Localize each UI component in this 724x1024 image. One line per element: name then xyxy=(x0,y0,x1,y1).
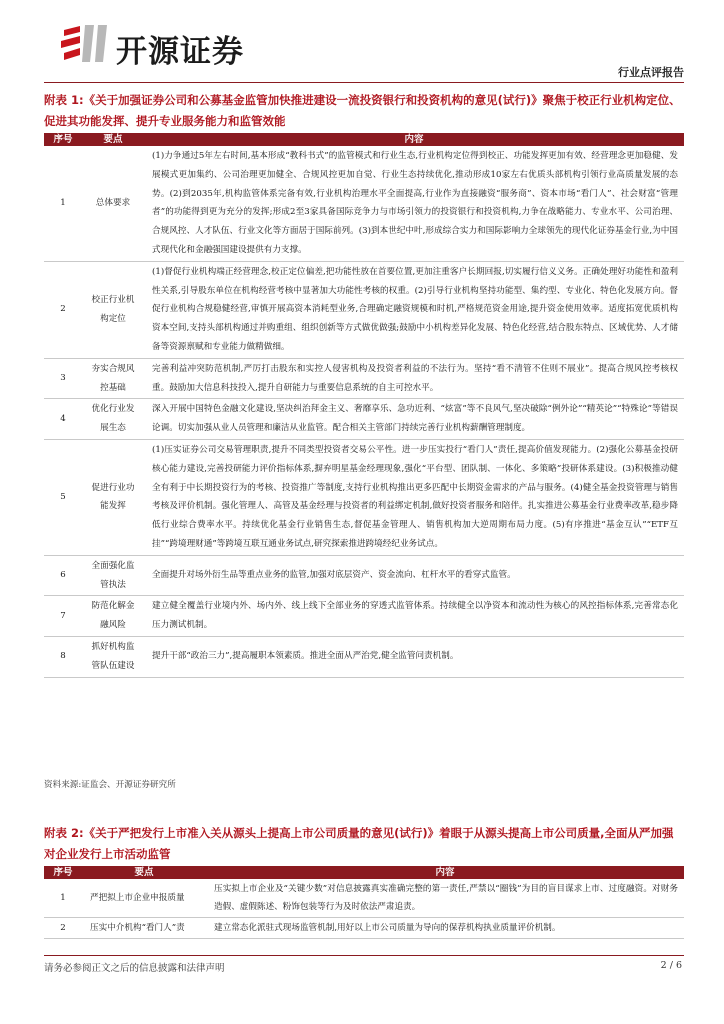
row-number: 6 xyxy=(44,555,82,596)
row-point: 优化行业发展生态 xyxy=(82,399,144,440)
row-point: 全面强化监管执法 xyxy=(82,555,144,596)
brand-name: 开源证券 xyxy=(116,34,244,70)
table-row xyxy=(44,261,684,358)
table-header-row xyxy=(44,866,684,879)
row-number: 1 xyxy=(44,146,82,261)
row-content: 深入开展中国特色金融文化建设,坚决纠治拜金主义、奢靡享乐、急功近利、“炫富”等不良风气,坚决破除“例外论”“精英论”“特殊论”等错误论调。切实加强从业人员管理和廉洁从业监管。配合相关主管部门持续完善行业机构薪酬管理制度。 xyxy=(144,399,684,440)
row-number: 1 xyxy=(44,879,82,918)
row-number: 2 xyxy=(44,261,82,358)
appendix2-caption: 附表 2:《关于严把发行上市准入关从源头上提高上市公司质量的意见(试行)》着眼于从源头提高上市公司质量,全面从严加强对企业发行上市活动监管 xyxy=(44,826,674,861)
table-row xyxy=(44,636,684,677)
table-row xyxy=(44,399,684,440)
appendix2-table xyxy=(44,866,684,939)
report-type: 行业点评报告 xyxy=(618,66,684,79)
data-source-note: 资料来源:证监会、开源证券研究所 xyxy=(44,780,176,790)
footer-divider xyxy=(44,955,684,956)
row-point: 校正行业机构定位 xyxy=(82,261,144,358)
row-point: 压实中介机构“看门人”责 xyxy=(82,918,206,939)
table-row xyxy=(44,555,684,596)
row-point: 总体要求 xyxy=(82,146,144,261)
table-row xyxy=(44,358,684,399)
table-row xyxy=(44,879,684,918)
row-content: 建立常态化派驻式现场监管机制,用好以上市公司质量为导向的保荐机构执业质量评价机制。 xyxy=(206,918,684,939)
row-number: 8 xyxy=(44,636,82,677)
table-row xyxy=(44,918,684,939)
row-content: 全面提升对场外衍生品等重点业务的监管,加强对底层资产、资金流向、杠杆水平的看穿式监管。 xyxy=(144,555,684,596)
appendix1-table xyxy=(44,133,684,678)
table-row xyxy=(44,439,684,555)
column-header-num: 序号 xyxy=(44,866,82,879)
table-row xyxy=(44,146,684,261)
column-header-content: 内容 xyxy=(206,866,684,879)
row-content: 建立健全覆盖行业境内外、场内外、线上线下全部业务的穿透式监管体系。持续健全以净资本和流动性为核心的风控指标体系,完善常态化压力测试机制。 xyxy=(144,596,684,637)
row-point: 夯实合规风控基础 xyxy=(82,358,144,399)
row-content: 完善利益冲突防范机制,严厉打击股东和实控人侵害机构及投资者利益的不法行为。坚持“看不清管不住则不展业”。提高合规风控考核权重。鼓励加大信息科技投入,提升自研能力与重要信息系统的自主可控水平。 xyxy=(144,358,684,399)
page-number: 2 / 6 xyxy=(660,960,682,971)
row-number: 4 xyxy=(44,399,82,440)
brand-logo xyxy=(58,20,278,70)
row-content: 提升干部“政治三力”,提高履职本领素质。推进全面从严治党,健全监管问责机制。 xyxy=(144,636,684,677)
row-number: 2 xyxy=(44,918,82,939)
row-content: 压实拟上市企业及“关键少数”对信息披露真实准确完整的第一责任,严禁以“圈钱”为目的盲目谋求上市、过度融资。对财务造假、虚假陈述、粉饰包装等行为及时依法严肃追责。 xyxy=(206,879,684,918)
row-content: (1)压实证券公司交易管理职责,提升不同类型投资者交易公平性。进一步压实投行“看门人”责任,提高价值发现能力。(2)强化公募基金投研核心能力建设,完善投研能力评价指标体系,摒弃明星基金经理现象,强化“平台型、团队制、一体化、多策略”投研体系建设。(3)积极推动健全有利于中长期投资行为的考核、投资推广等制度,支持行业机构推出更多匹配中长期资金需求的产品与服务。(4)健全基金投资管理与销售考核及评价机制。强化管理人、高管及基金经理与投资者的利益绑定机制,做好投资者服务和陪伴。扎实推进公募基金行业费率改革,稳步降低行业综合费率水平。持续优化基金行业销售生态,督促基金管理人、销售机构加大逆周期布局力度。(5)有序推进“基金互认”“ETF互挂”“跨境理财通”等跨境互联互通业务试点,研究探索推进跨境经纪业务试点。 xyxy=(144,439,684,555)
row-point: 防范化解金融风险 xyxy=(82,596,144,637)
kaiyuan-logo-icon xyxy=(58,22,110,66)
row-point: 抓好机构监管队伍建设 xyxy=(82,636,144,677)
row-number: 3 xyxy=(44,358,82,399)
row-content: (1)督促行业机构端正经营理念,校正定位偏差,把功能性放在首要位置,更加注重客户长期回报,切实履行信义义务。正确处理好功能性和盈利性关系,引导股东单位在机构经营考核中显著加大功能性考核的权重。(2)引导行业机构坚持功能型、集约型、专业化、特色化发展方向。督促行业机构合规稳健经营,审慎开展高资本消耗型业务,合理确定融资规模和时机,严格规范资金用途,提升资金使用效率。适度拓宽优质机构资本空间,支持头部机构通过并购重组、组织创新等方式做优做强;鼓励中小机构差异化发展、特色化经营,结合股东特点、区域优势、人才储备等资源禀赋和专业能力做精做细。 xyxy=(144,261,684,358)
appendix1-caption: 附表 1:《关于加强证券公司和公募基金监管加快推进建设一流投资银行和投资机构的意见(试行)》聚焦于校正行业机构定位、促进其功能发挥、提升专业服务能力和监管效能 xyxy=(44,93,681,128)
column-header-content: 内容 xyxy=(144,133,684,146)
table-row xyxy=(44,596,684,637)
header-divider xyxy=(44,82,684,83)
table-header-row xyxy=(44,133,684,146)
column-header-point: 要点 xyxy=(82,133,144,146)
row-number: 5 xyxy=(44,439,82,555)
row-point: 严把拟上市企业申报质量 xyxy=(82,879,206,918)
row-content: (1)力争通过5年左右时间,基本形成“教科书式”的监管模式和行业生态,行业机构定位得到校正、功能发挥更加有效、经营理念更加稳健、发展模式更加集约、公司治理更加健全、合规风控更加自觉、行业生态持续优化,推动形成10家左右优质头部机构引领行业高质量发展的态势。(2)到2035年,机构监管体系完备有效,行业机构治理水平全面提高,行业作为直接融资“服务商”、资本市场“看门人”、社会财富“管理者”的功能得到更为充分的发挥;形成2至3家具备国际竞争力与市场引领力的投资银行和投资机构,力争在战略能力、专业水平、公司治理、合规风控、人才队伍、行业文化等方面居于国际前列。(3)到本世纪中叶,形成综合实力和国际影响力全球领先的现代化证券基金行业,为中国式现代化和金融强国建设提供有力支撑。 xyxy=(144,146,684,261)
row-number: 7 xyxy=(44,596,82,637)
row-point: 促进行业功能发挥 xyxy=(82,439,144,555)
column-header-num: 序号 xyxy=(44,133,82,146)
footer-disclaimer: 请务必参阅正文之后的信息披露和法律声明 xyxy=(44,963,225,974)
column-header-point: 要点 xyxy=(82,866,206,879)
